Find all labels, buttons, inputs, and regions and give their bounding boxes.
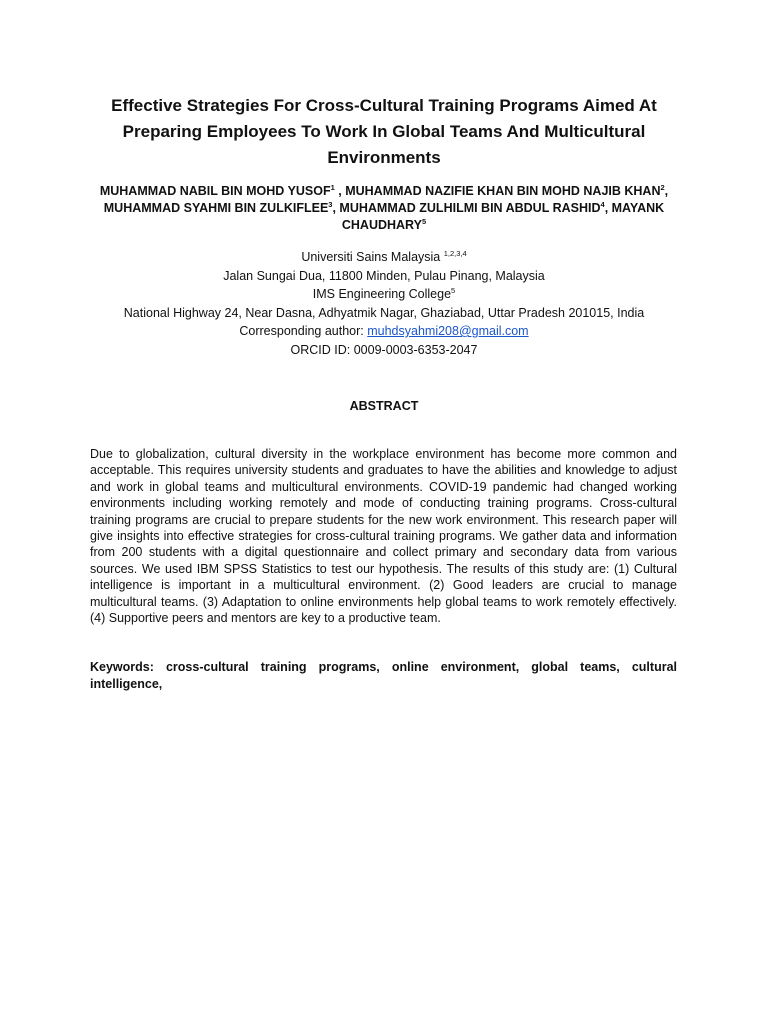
author-name: MUHAMMAD NABIL BIN MOHD YUSOF (99, 184, 331, 198)
author-affil-number: 2 (660, 182, 665, 192)
affiliation-college (60, 285, 708, 304)
keywords-text: cross-cultural training programs, online environment, global teams, cultural intelligence, (90, 660, 677, 691)
author-separator: , (332, 201, 340, 215)
author-separator: , (664, 184, 669, 198)
author-affil-number: 1 (330, 182, 335, 192)
corresponding-email-link[interactable]: muhdsyahmi208@gmail.com (367, 324, 529, 338)
author-affil-number: 3 (328, 199, 333, 209)
college-affil-number: 5 (451, 285, 456, 295)
orcid-id: ORCID ID: 0009-0003-6353-2047 (290, 342, 478, 357)
abstract-text: Due to globalization, cultural diversity in the workplace environment has become more common and acceptable. This requires university students and graduates to have the abilities and knowledge to adjust and work in global teams and multicultural environments. COVID-19 pandemic had changed working environments including working remotely and mode of conducting training programs. Cross-cultural training programs are crucial to prepare students for the new work environment. This research paper will give insights into effective strategies for cross-cultural training programs. We gather data and information from 200 students with a digital questionnaire and collect primary and secondary data from various sources. We used IBM SPSS Statistics to test our hypothesis. The results of this study are: (1) Cultural intelligence is important in a multicultural environment. (2) Good leaders are crucial to manage multicultural teams. (3) Adaptation to online environments help global teams to work remotely effectively. (4) Supportive peers and mentors are key to a productive team. (90, 447, 677, 626)
affiliation-block (60, 248, 708, 359)
keywords-label: Keywords: (90, 660, 154, 674)
author-name: MAYANK CHAUDHARY (341, 201, 665, 232)
author-separator: , (604, 201, 612, 215)
affiliation-university (60, 248, 708, 267)
university-affil-numbers: 1,2,3,4 (443, 248, 467, 258)
abstract-heading: ABSTRACT (349, 399, 419, 413)
paper-title: Effective Strategies For Cross-Cultural Training Programs Aimed At Preparing Employees To Work In Global Teams And Multicultural Environments (111, 96, 657, 167)
university-address: Jalan Sungai Dua, 11800 Minden, Pulau Pinang, Malaysia (223, 268, 545, 283)
college-name: IMS Engineering College (312, 287, 452, 301)
author-separator: , (334, 184, 346, 198)
corresponding-label: Corresponding author: (239, 324, 368, 338)
keywords (90, 659, 677, 693)
college-address: National Highway 24, Near Dasna, Adhyatmik Nagar, Ghaziabad, Uttar Pradesh 201015, India (123, 305, 645, 320)
author-name: MUHAMMAD ZULHILMI BIN ABDUL RASHID (339, 201, 601, 215)
corresponding-author (60, 322, 708, 341)
author-name: MUHAMMAD NAZIFIE KHAN BIN MOHD NAJIB KHAN (345, 184, 661, 198)
author-affil-number: 5 (421, 216, 427, 226)
author-list (84, 183, 684, 234)
university-name: Universiti Sains Malaysia (301, 250, 444, 264)
author-affil-number: 4 (600, 199, 605, 209)
author-name: MUHAMMAD SYAHMI BIN ZULKIFLEE (103, 201, 329, 215)
